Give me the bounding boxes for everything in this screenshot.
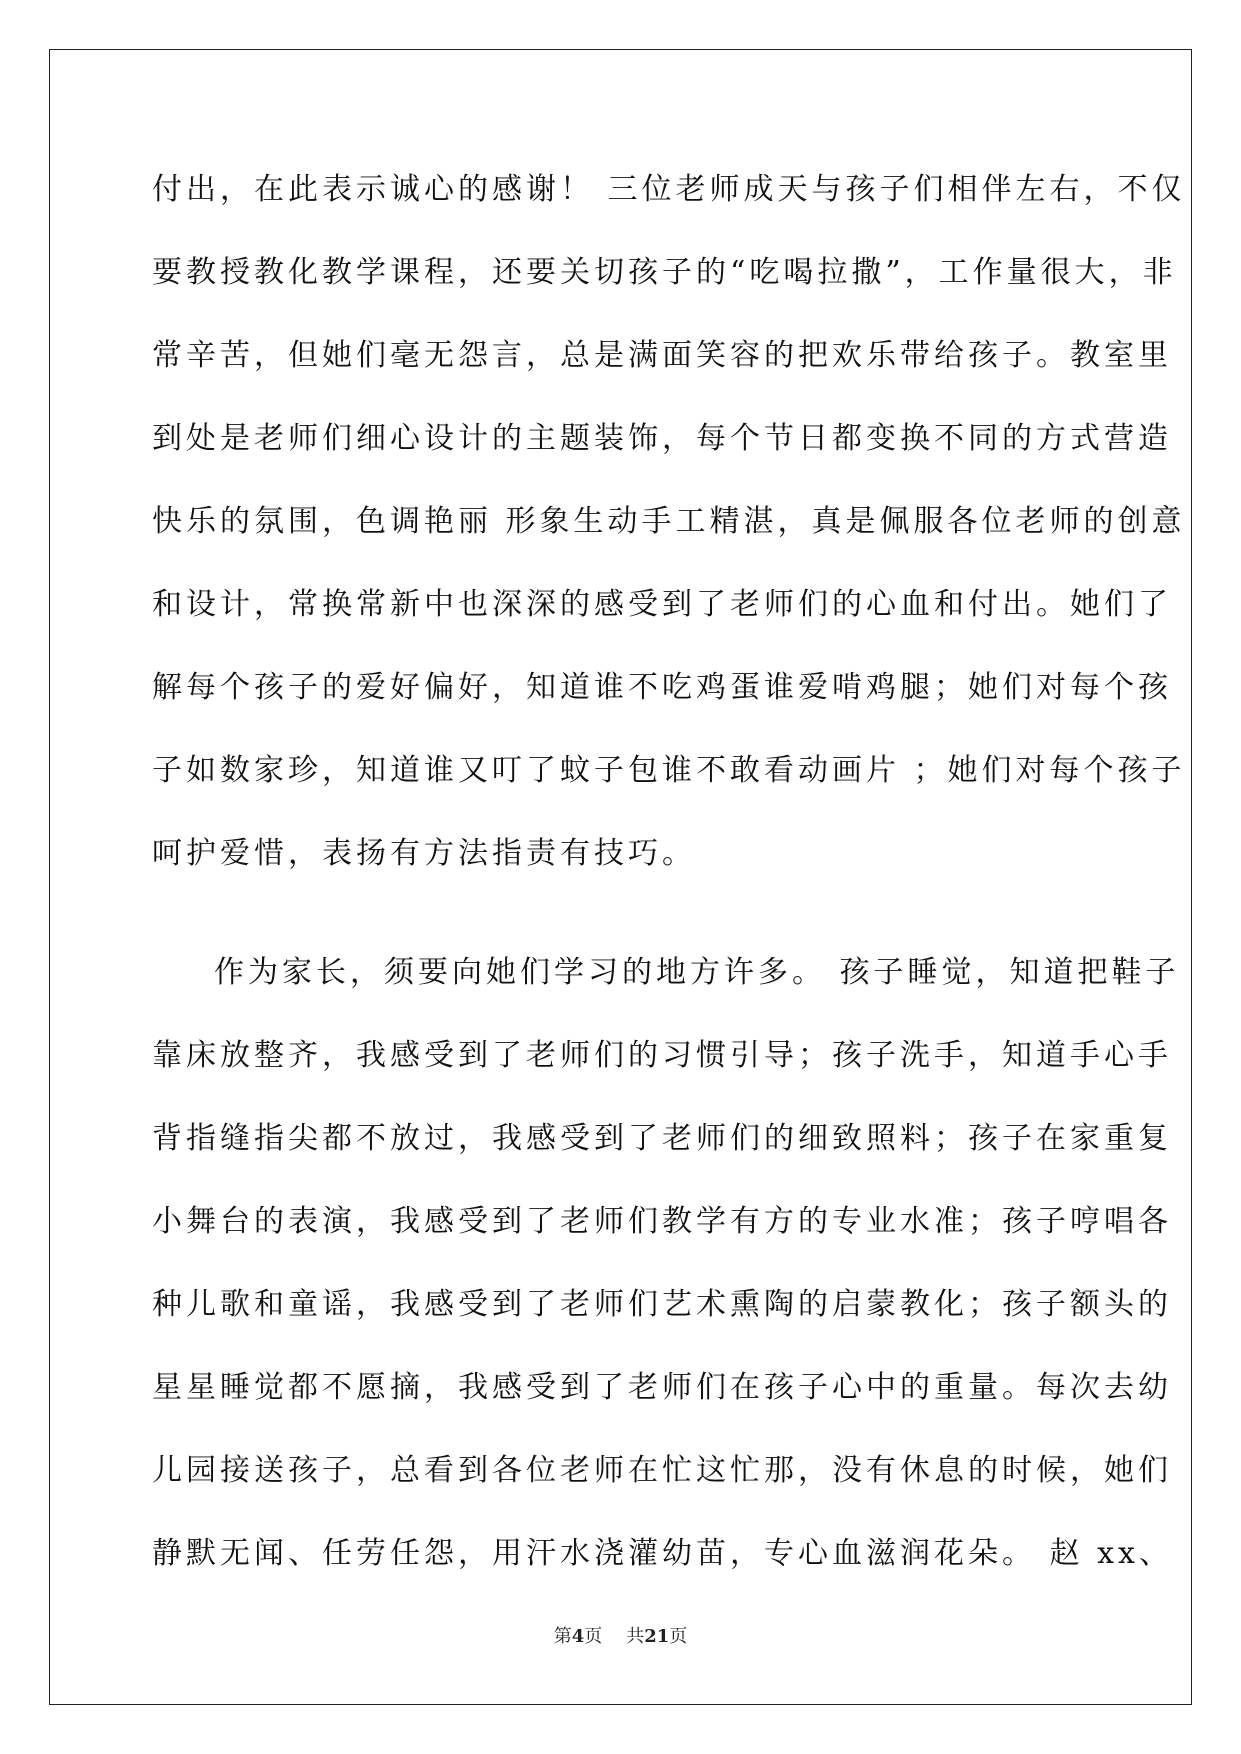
text-line: 付出，在此表示诚心的感谢！ 三位老师成天与孩子们相伴左右，不仅 (152, 172, 1186, 207)
page-prefix: 第 (553, 1626, 572, 1647)
total-pages: 21 (644, 1626, 670, 1647)
text-line: 儿园接送孩子，总看到各位老师在忙这忙那，没有休息的时候，她们 (152, 1453, 1172, 1488)
text-line: 快乐的氛围，色调艳丽 形象生动手工精湛，真是佩服各位老师的创意 (152, 504, 1186, 539)
total-suffix: 页 (669, 1626, 688, 1647)
text-line: 静默无闻、任劳任怨，用汗水浇灌幼苗，专心血滋润花朵。 赵 xx、 (152, 1536, 1173, 1571)
document-body (152, 168, 1186, 1615)
text-line: 背指缝指尖都不放过，我感受到了老师们的细致照料；孩子在家重复 (152, 1121, 1172, 1156)
text-line: 和设计，常换常新中也深深的感受到了老师们的心血和付出。她们了 (152, 587, 1172, 622)
text-line: 要教授教化教学课程，还要关切孩子的“吃喝拉撒”，工作量很大，非 (152, 255, 1177, 290)
page-suffix: 页 (584, 1626, 603, 1647)
text-line: 常辛苦，但她们毫无怨言，总是满面笑容的把欢乐带给孩子。教室里 (152, 338, 1172, 373)
text-line: 解每个孩子的爱好偏好，知道谁不吃鸡蛋谁爱啃鸡腿；她们对每个孩 (152, 670, 1172, 705)
paragraph (152, 951, 1180, 1615)
paragraph (152, 168, 1186, 915)
text-line: 种儿歌和童谣，我感受到了老师们艺术熏陶的启蒙教化；孩子额头的 (152, 1287, 1172, 1322)
page-number: 4 (571, 1626, 585, 1647)
total-prefix: 共 (626, 1626, 645, 1647)
text-line: 子如数家珍，知道谁又叮了蚊子包谁不敢看动画片 ；她们对每个孩子 (152, 753, 1186, 788)
paragraph-gap (152, 915, 1092, 951)
text-line: 靠床放整齐，我感受到了老师们的习惯引导；孩子洗手，知道手心手 (152, 1038, 1172, 1073)
text-line: 星星睡觉都不愿摘，我感受到了老师们在孩子心中的重量。每次去幼 (152, 1370, 1172, 1405)
text-line: 呵护爱惜，表扬有方法指责有技巧。 (152, 836, 696, 871)
text-line: 作为家长，须要向她们学习的地方许多。 孩子睡觉，知道把鞋子 (214, 955, 1180, 990)
text-line: 到处是老师们细心设计的主题装饰，每个节日都变换不同的方式营造 (152, 421, 1172, 456)
text-line: 小舞台的表演，我感受到了老师们教学有方的专业水准；孩子哼唱各 (152, 1204, 1172, 1239)
page-footer (0, 1622, 1241, 1648)
